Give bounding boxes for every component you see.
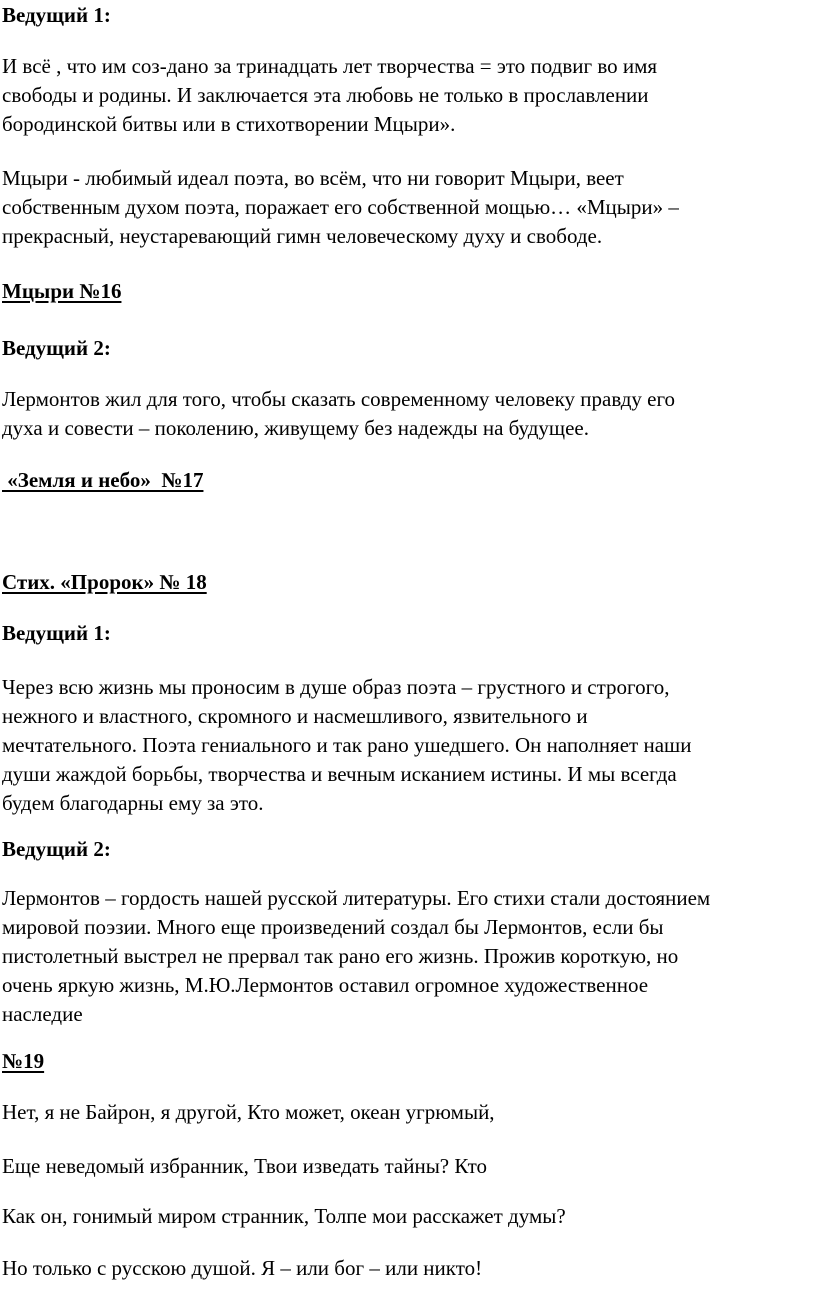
paragraph-line: Лермонтов – гордость нашей русской литературы. Его стихи стали достоянием <box>2 886 711 910</box>
section-heading: «Земля и небо» №17 <box>2 468 204 492</box>
poem-line: Нет, я не Байрон, я другой, Кто может, океан угрюмый, <box>2 1100 495 1124</box>
paragraph-line: души жаждой борьбы, творчества и вечным исканием истины. И мы всегда <box>2 762 677 786</box>
paragraph-line: Лермонтов жил для того, чтобы сказать современному человеку правду его <box>2 387 676 411</box>
paragraph <box>2 884 710 1029</box>
speaker-heading: Ведущий 1: <box>2 621 111 645</box>
poem-line: Как он, гонимый миром странник, Толпе мои расскажет думы? <box>2 1204 566 1228</box>
speaker-heading: Ведущий 2: <box>2 837 111 861</box>
paragraph-line: мечтательного. Поэта гениального и так рано ушедшего. Он наполняет наши <box>2 733 692 757</box>
paragraph <box>2 673 691 818</box>
paragraph <box>2 52 657 139</box>
paragraph <box>2 385 675 443</box>
paragraph-line: наследие <box>2 1002 83 1026</box>
section-heading: №19 <box>2 1049 45 1073</box>
poem-line: Еще неведомый избранник, Твои изведать тайны? Кто <box>2 1154 487 1178</box>
paragraph-line: собственным духом поэта, поражает его собственной мощью… «Мцыри» – <box>2 195 679 219</box>
paragraph-line: мировой поэзии. Много еще произведений создал бы Лермонтов, если бы <box>2 915 664 939</box>
speaker-heading: Ведущий 2: <box>2 336 111 360</box>
paragraph-line: прекрасный, неустаревающий гимн человеческому духу и свободе. <box>2 224 603 248</box>
paragraph-line: очень яркую жизнь, М.Ю.Лермонтов оставил огромное художественное <box>2 973 649 997</box>
paragraph-line: нежного и властного, скромного и насмешливого, язвительного и <box>2 704 588 728</box>
paragraph-line: Через всю жизнь мы проносим в душе образ поэта – грустного и строгого, <box>2 675 670 699</box>
paragraph-line: И всё , что им соз-дано за тринадцать лет творчества = это подвиг во имя <box>2 54 658 78</box>
paragraph-line: бородинской битвы или в стихотворении Мцыри». <box>2 112 456 136</box>
section-heading: Стих. «Пророк» № 18 <box>2 570 207 594</box>
paragraph-line: духа и совести – поколению, живущему без надежды на будущее. <box>2 416 589 440</box>
poem-line: Но только с русскою душой. Я – или бог – или никто! <box>2 1256 483 1280</box>
speaker-heading: Ведущий 1: <box>2 3 111 27</box>
paragraph-line: будем благодарны ему за это. <box>2 791 264 815</box>
paragraph-line: свободы и родины. И заключается эта любовь не только в прославлении <box>2 83 649 107</box>
paragraph-line: пистолетный выстрел не прервал так рано его жизнь. Прожив короткую, но <box>2 944 679 968</box>
paragraph <box>2 164 679 251</box>
section-heading: Мцыри №16 <box>2 279 122 303</box>
paragraph-line: Мцыри - любимый идеал поэта, во всём, что ни говорит Мцыри, веет <box>2 166 624 190</box>
